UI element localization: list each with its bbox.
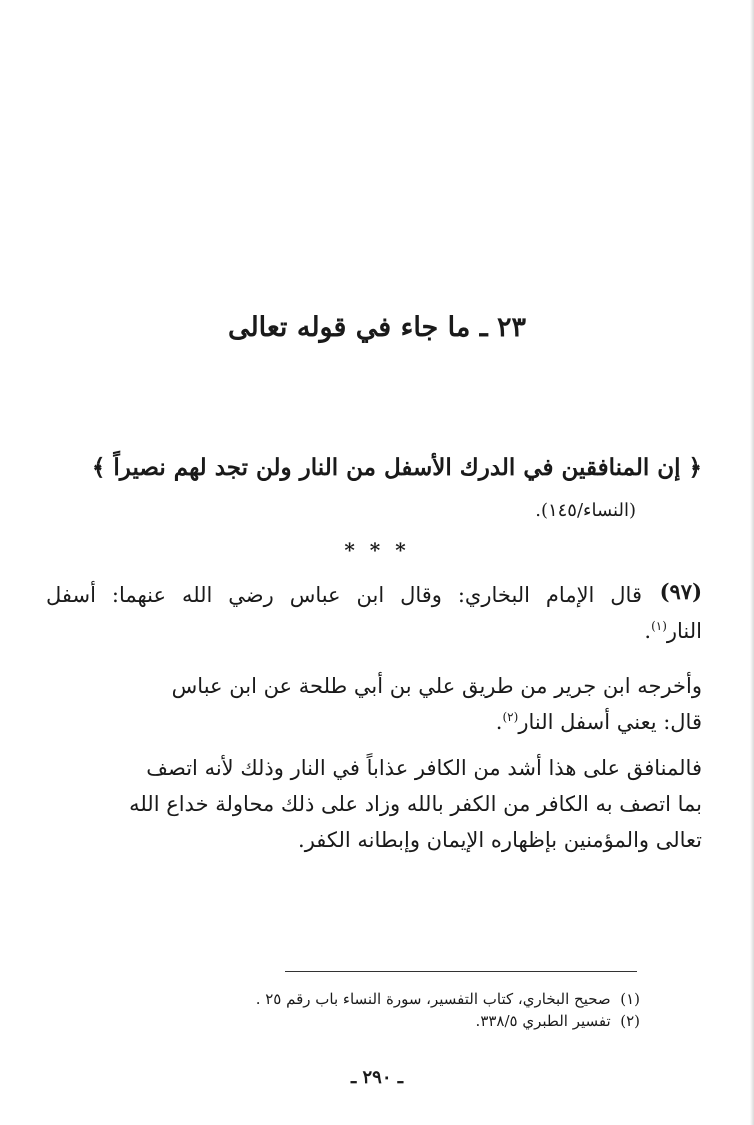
tabari-line-2: قال: يعني أسفل النار$^{(٢)}$. bbox=[495, 710, 702, 734]
scan-edge-shadow bbox=[750, 0, 754, 1125]
hadith-line-1: قال الإمام البخاري: وقال ابن عباس رضي الله عنهما: أسفل bbox=[46, 583, 642, 607]
commentary-line-1: فالمنافق على هذا أشد من الكافر عذاباً في النار وذلك لأنه اتصف bbox=[146, 756, 702, 780]
commentary-paragraph bbox=[46, 750, 702, 858]
hadith-paragraph bbox=[46, 577, 702, 649]
chapter-title: ٢٣ ـ ما جاء في قوله تعالى bbox=[227, 312, 527, 343]
tabari-line-1: وأخرجه ابن جرير من طريق علي بن أبي طلحة عن ابن عباس bbox=[171, 674, 702, 698]
hadith-number: (٩٧) bbox=[659, 579, 702, 604]
footnote-item: (٢) تفسير الطبري ٣٣٨/٥. bbox=[475, 1012, 640, 1030]
commentary-line-3: تعالى والمؤمنين بإظهاره الإيمان وإبطانه الكفر. bbox=[298, 828, 702, 852]
footnote-ref-1: (١) bbox=[651, 619, 667, 633]
section-divider: * * * bbox=[344, 538, 410, 562]
tabari-paragraph bbox=[46, 668, 702, 740]
quran-verse: ﴿ إن المنافقين في الدرك الأسفل من النار ولن تجد لهم نصيراً ﴾ bbox=[91, 454, 702, 481]
verse-reference: (النساء/١٤٥). bbox=[535, 500, 636, 521]
hadith-line-2: النار$^{(١)}$. bbox=[644, 619, 702, 643]
commentary-line-2: بما اتصف به الكافر من الكفر بالله وزاد على ذلك محاولة خداع الله bbox=[129, 792, 702, 816]
footnote-ref-2: (٢) bbox=[502, 710, 519, 724]
page-number: ـ ٢٩٠ ـ bbox=[350, 1067, 404, 1088]
footnote-item: (١) صحيح البخاري، كتاب التفسير، سورة النساء باب رقم ٢٥ . bbox=[255, 990, 640, 1008]
footnotes bbox=[100, 988, 640, 1032]
footnote-separator bbox=[285, 971, 637, 972]
